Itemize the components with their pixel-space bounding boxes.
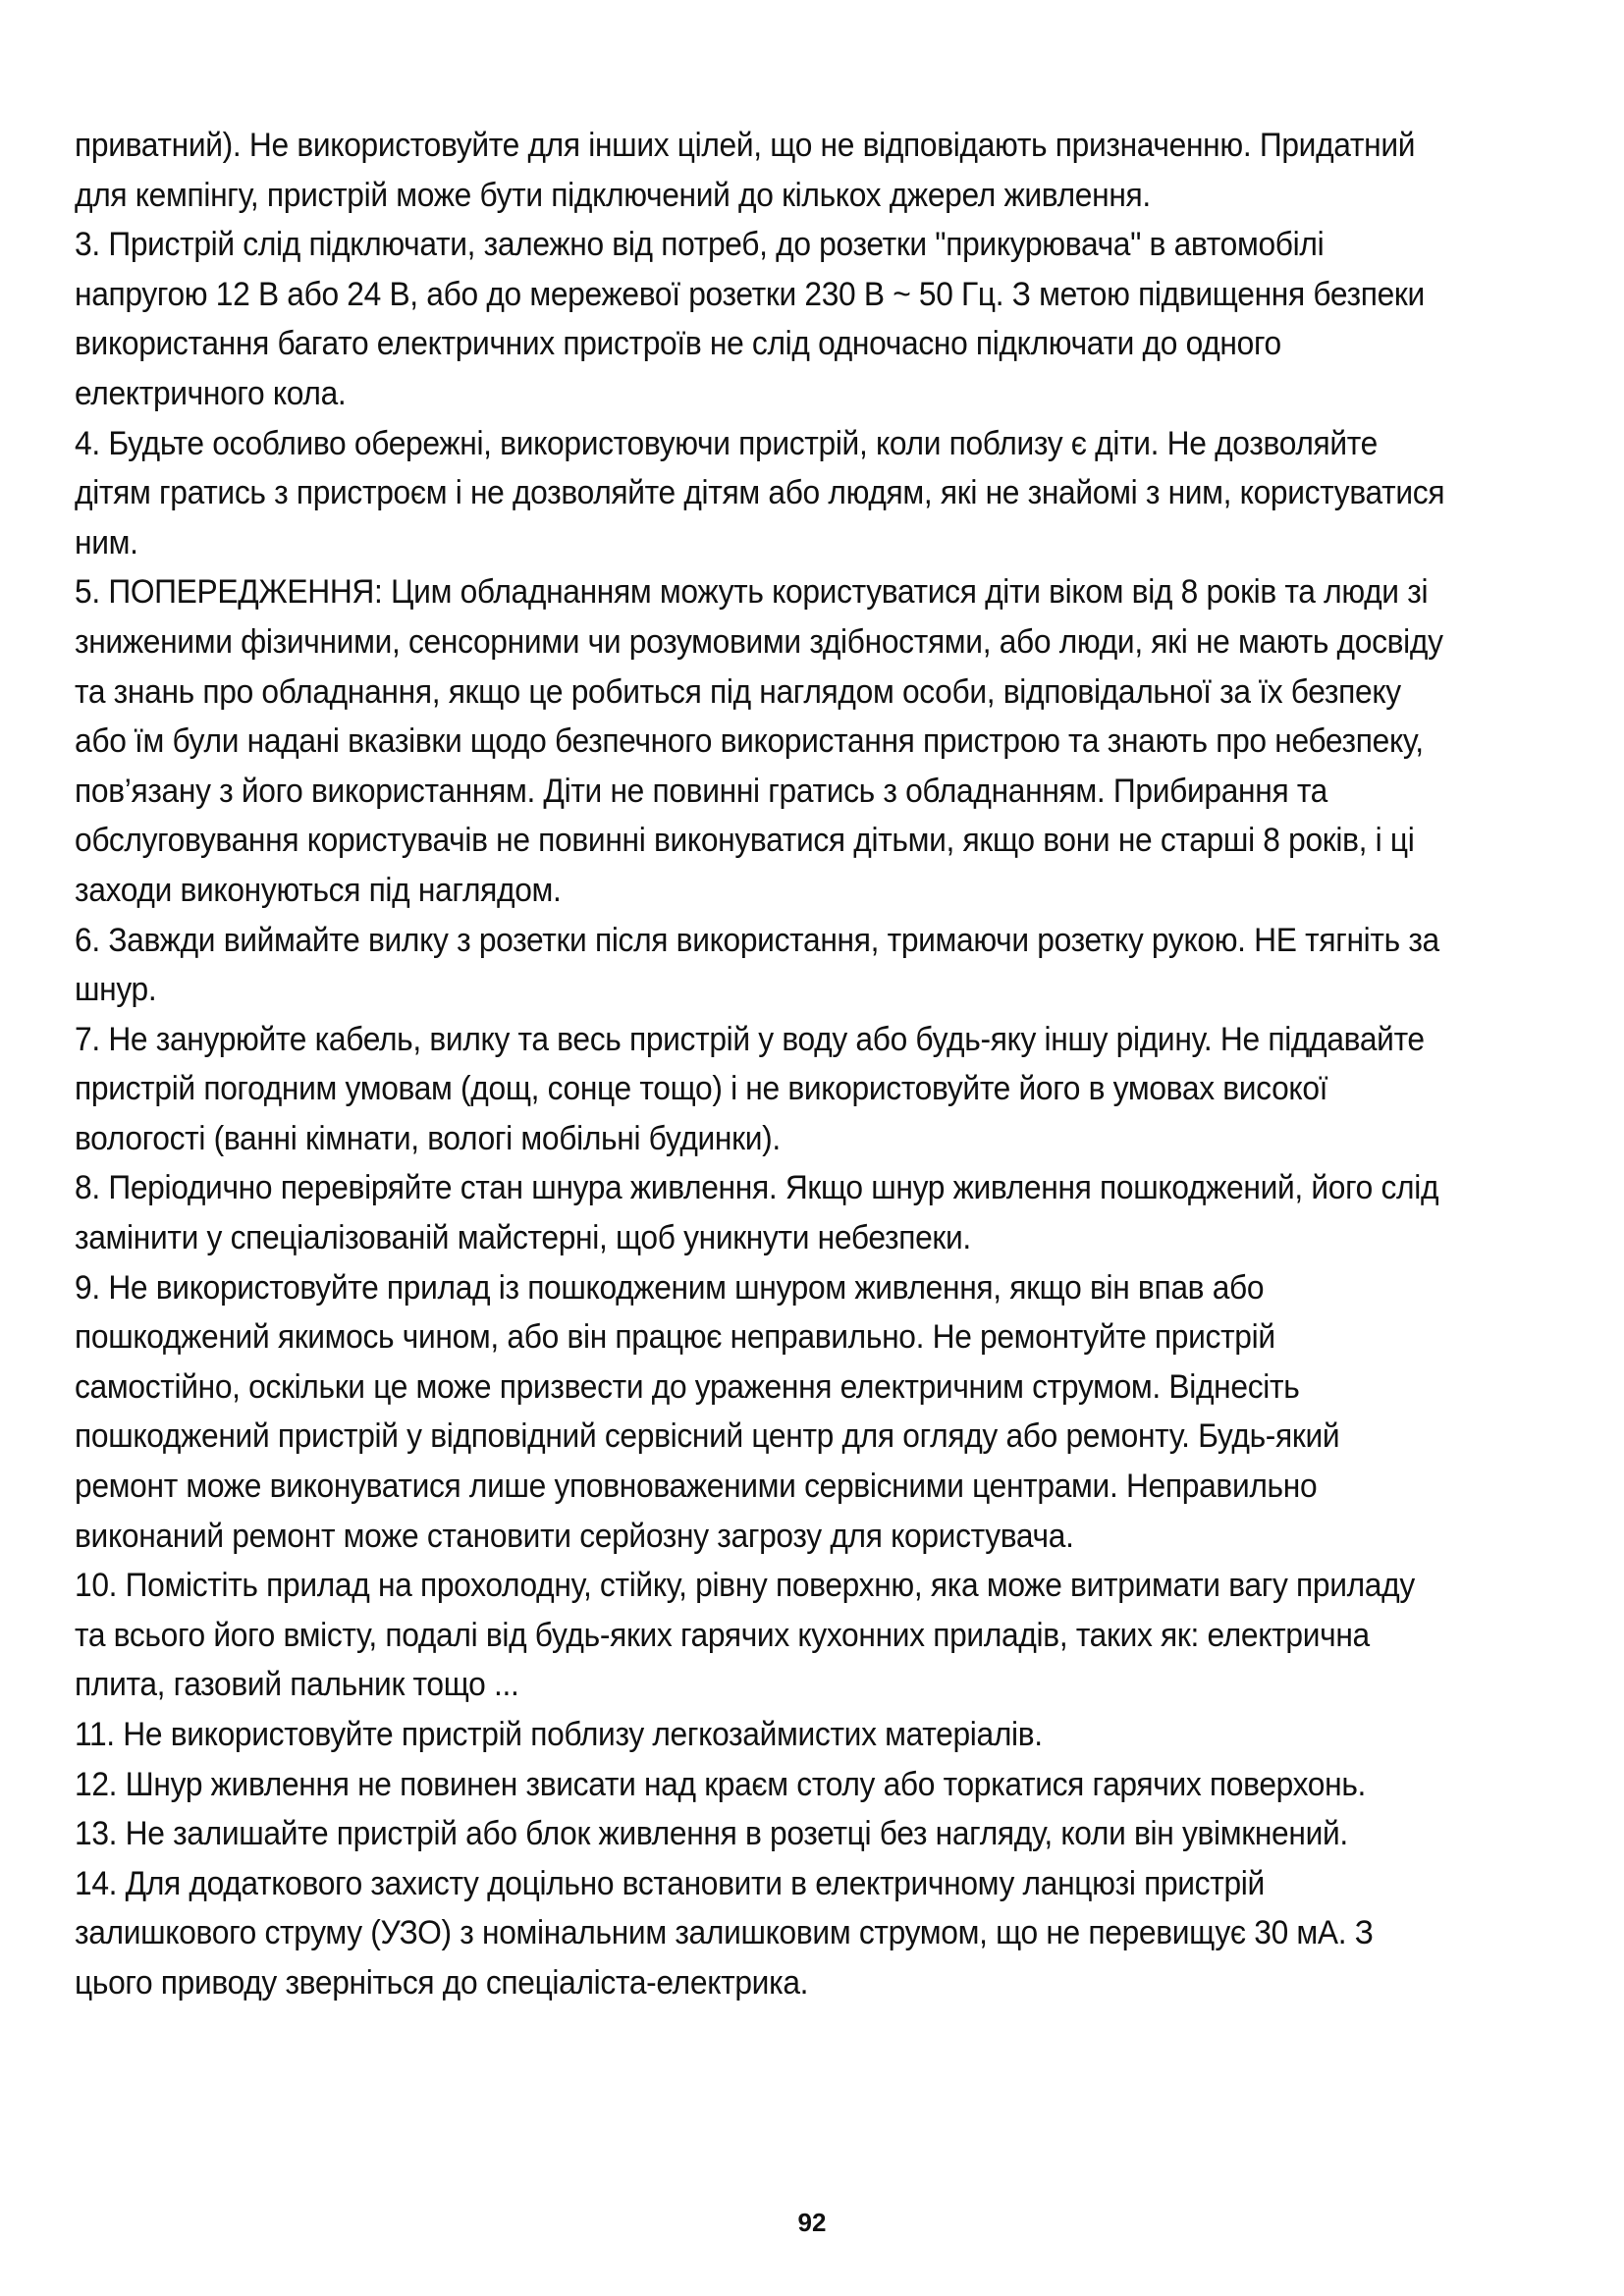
paragraph-item-8: 8. Періодично перевіряйте стан шнура живлення. Якщо шнур живлення пошкоджений, його слід замінити у спеціалізованій майстерні, щоб уникнути небезпеки.: [75, 1169, 1439, 1257]
paragraph-item-12: 12. Шнур живлення не повинен звисати над краєм столу або торкатися гарячих поверхонь.: [75, 1765, 1367, 1803]
paragraph-item-9: 9. Не використовуйте прилад із пошкодженим шнуром живлення, якщо він впав або пошкоджений якимось чином, або він працює неправильно. Не ремонтуйте пристрій самостійно, оскільки це може призвести до ураження електричним струмом. Віднесіть пошкоджений пристрій у відповідний сервісний центр для огляду або ремонту. Будь-який ремонт може виконуватися лише уповноваженими сервісними центрами. Неправильно виконаний ремонт може становити серйозну загрозу для користувача.: [75, 1268, 1340, 1555]
paragraph-item-13: 13. Не залишайте пристрій або блок живлення в розетці без нагляду, коли він увімкнений.: [75, 1815, 1348, 1853]
paragraph-item-3: 3. Пристрій слід підключати, залежно від потреб, до розетки "прикурювача" в автомобілі напругою 12 В або 24 В, або до мережевої розетки 230 В ~ 50 Гц. З метою підвищення безпеки використання багато електричних пристроїв не слід одночасно підключати до одного електричного кола.: [75, 226, 1425, 412]
paragraph-item-11: 11. Не використовуйте пристрій поблизу легкозаймистих матеріалів.: [75, 1716, 1043, 1753]
paragraph-item-5-warning: 5. ПОПЕРЕДЖЕННЯ: Цим обладнанням можуть користуватися діти віком від 8 років та люди зі зниженими фізичними, сенсорними чи розумовими здібностями, або люди, які не мають досвіду та знань про обладнання, якщо це робиться під наглядом особи, відповідальної за їх безпеку або їм були надані вказівки щодо безпечного використання пристрою та знають про небезпеку, пов’язану з його використанням. Діти не повинні гратись з обладнанням. Прибирання та обслуговування користувачів не повинні виконуватися дітьми, якщо вони не старші 8 років, і ці заходи виконуються під наглядом.: [75, 573, 1443, 909]
paragraph-item-6: 6. Завжди виймайте вилку з розетки після використання, тримаючи розетку рукою. НЕ тягніть за шнур.: [75, 921, 1439, 1009]
page-number: 92: [797, 2208, 827, 2237]
paragraph-item-7: 7. Не занурюйте кабель, вилку та весь пристрій у воду або будь-яку іншу рідину. Не піддавайте пристрій погодним умовам (дощ, сонце тощо) і не використовуйте його в умовах високої вологості (ванні кімнати, вологі мобільні будинки).: [75, 1020, 1425, 1157]
paragraph-intro-continuation: приватний). Не використовуйте для інших цілей, що не відповідають призначенню. Придатний для кемпінгу, пристрій може бути підключений до кількох джерел живлення.: [75, 127, 1416, 214]
paragraph-item-4: 4. Будьте особливо обережні, використовуючи пристрій, коли поблизу є діти. Не дозволяйте дітям гратись з пристроєм і не дозволяйте дітям або людям, які не знайомі з ним, користуватися ним.: [75, 424, 1445, 561]
instruction-text-body: [75, 121, 1447, 2008]
paragraph-item-10: 10. Помістіть прилад на прохолодну, стійку, рівну поверхню, яка може витримати вагу приладу та всього його вмісту, подалі від будь-яких гарячих кухонних приладів, таких як: електрична плита, газовий пальник тощо ...: [75, 1567, 1415, 1704]
paragraph-item-14: 14. Для додаткового захисту доцільно встановити в електричному ланцюзі пристрій залишкового струму (УЗО) з номінальним залишковим струмом, що не перевищує 30 мА. З цього приводу зверніться до спеціаліста-електрика.: [75, 1864, 1374, 2002]
